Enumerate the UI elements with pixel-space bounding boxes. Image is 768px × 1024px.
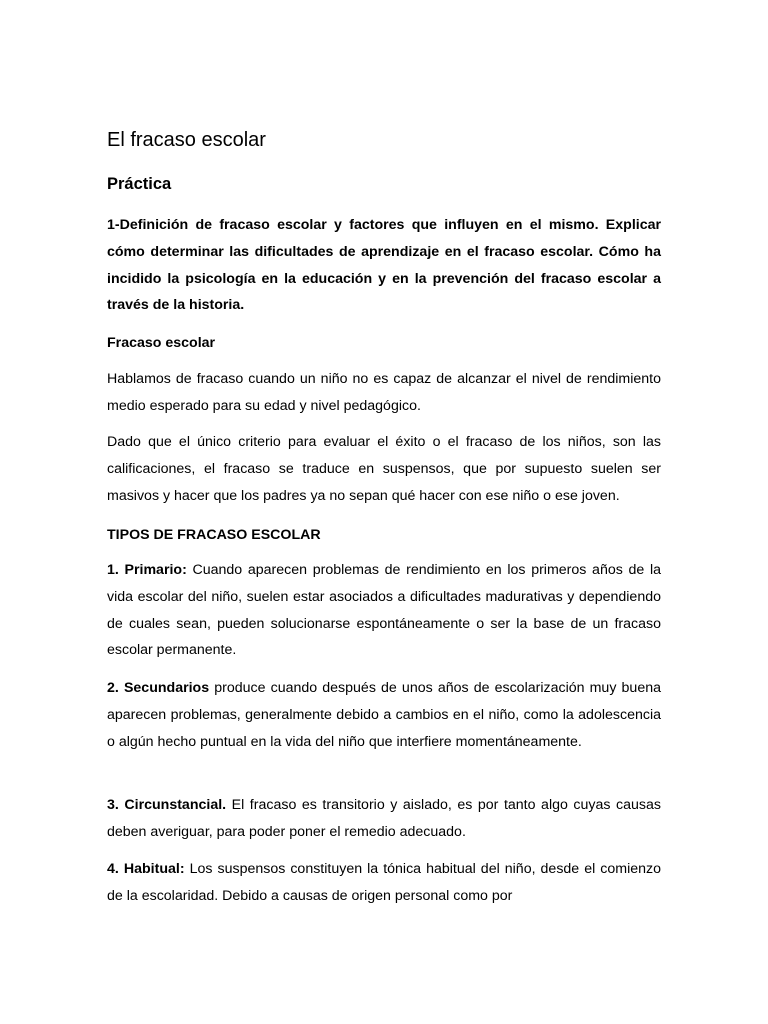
type-text: El fracaso es transitorio y aislado, es por tanto algo cuyas causas deben averiguar, para poder poner el remedio adecuado. (107, 797, 661, 840)
section-heading-tipos: TIPOS DE FRACASO ESCOLAR (107, 527, 321, 543)
paragraph-definition: Hablamos de fracaso cuando un niño no es capaz de alcanzar el nivel de rendimiento medio esperado para su edad y nivel pedagógico. (107, 371, 661, 414)
document-title: El fracaso escolar (107, 129, 266, 151)
type-text: Los suspensos constituyen la tónica habitual del niño, desde el comienzo de la escolaridad. Debido a causas de origen personal como por (107, 861, 662, 904)
type-item-secundarios (107, 675, 661, 755)
intro-question: 1-Definición de fracaso escolar y factores que influyen en el mismo. Explicar cómo determinar las dificultades de aprendizaje en el fracaso escolar. Cómo ha incidido la psicología en la educación y en la prevención del fracaso escolar a través de la historia. (107, 217, 661, 314)
type-label: 2. Secundarios (107, 680, 210, 696)
type-item-habitual (107, 856, 661, 910)
section-heading-fracaso-escolar: Fracaso escolar (107, 335, 216, 351)
type-item-circunstancial (107, 792, 661, 846)
type-text: Cuando aparecen problemas de rendimiento en los primeros años de la vida escolar del niño, suelen estar asociados a dificultades madurativas y dependiendo de cuales sean, pueden solucionarse espontáneamente o ser la base de un fracaso escolar permanente. (107, 562, 662, 659)
type-label: 1. Primario: (107, 562, 187, 578)
document-subtitle: Práctica (107, 175, 172, 193)
type-label: 4. Habitual: (107, 861, 185, 877)
type-text: produce cuando después de unos años de escolarización muy buena aparecen problemas, generalmente debido a cambios en el niño, como la adolescencia o algún hecho puntual en la vida del niño que interfiere momentáneamente. (107, 680, 661, 750)
paragraph-calificaciones: Dado que el único criterio para evaluar el éxito o el fracaso de los niños, son las calificaciones, el fracaso se traduce en suspensos, que por supuesto suelen ser masivos y hacer que los padres ya no sepan qué hacer con ese niño o ese joven. (107, 434, 661, 504)
type-item-primario (107, 557, 661, 664)
type-label: 3. Circunstancial. (107, 797, 227, 813)
